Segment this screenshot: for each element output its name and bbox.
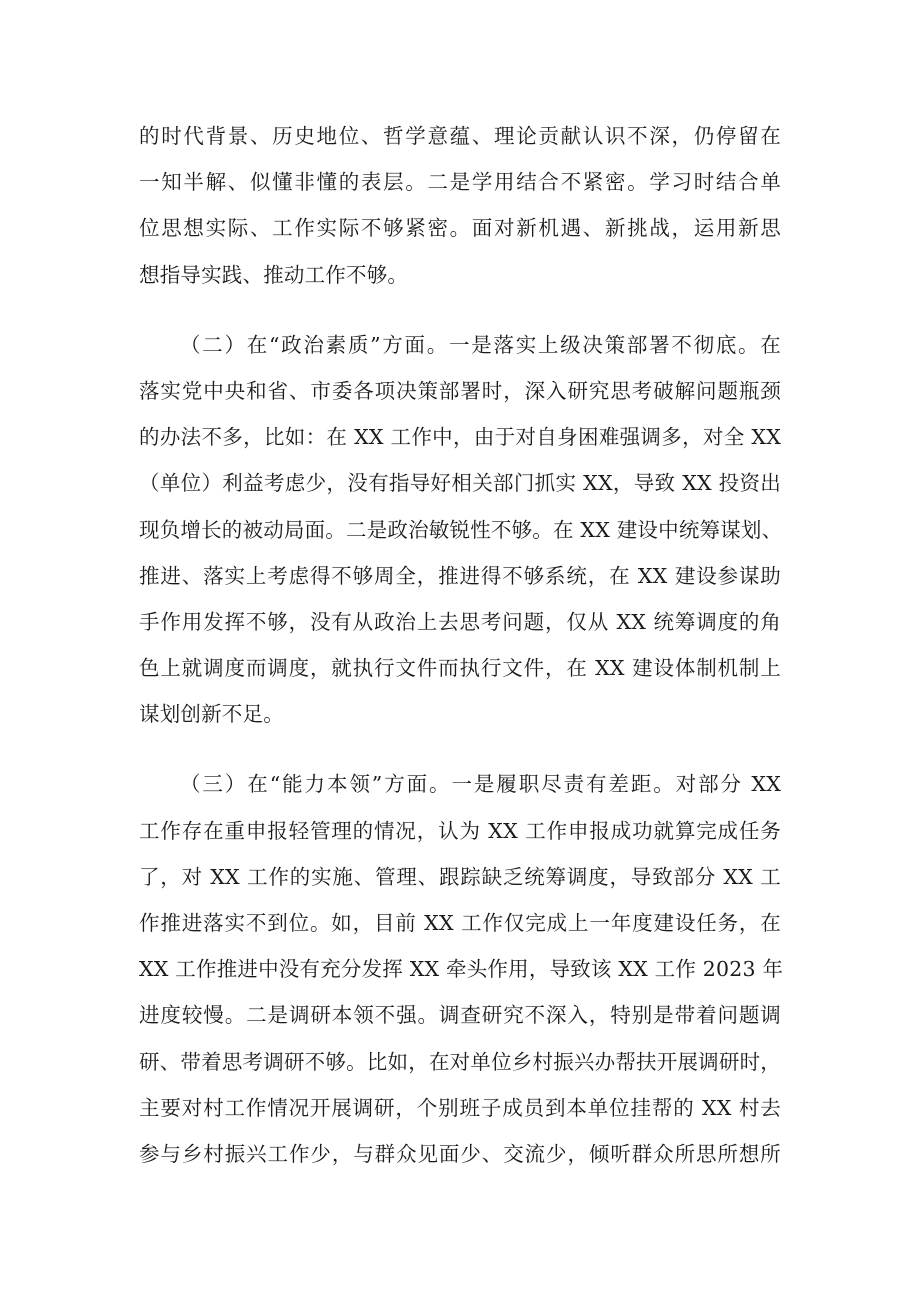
paragraph-spacer <box>139 737 781 761</box>
text-line: 进度较慢。二是调研本领不强。调查研究不深入，特别是带着问题调 <box>139 1003 781 1028</box>
text-line: 想指导实践、推动工作不够。 <box>139 262 409 287</box>
text-line: 现负增长的被动局面。二是政治敏锐性不够。在 XX 建设中统筹谋划、 <box>139 517 783 542</box>
text-line: 研、带着思考调研不够。比如，在对单位乡村振兴办帮扶开展调研时， <box>139 1049 781 1074</box>
paragraph-spacer <box>139 298 781 322</box>
text-line: 色上就调度而调度，就执行文件而执行文件，在 XX 建设体制机制上 <box>139 656 781 681</box>
text-line: 手作用发挥不够，没有从政治上去思考问题，仅从 XX 统筹调度的角 <box>139 609 781 634</box>
text-line: 了，对 XX 工作的实施、管理、跟踪缺乏统筹调度，导致部分 XX 工 <box>139 864 781 889</box>
text-line: XX 工作推进中没有充分发挥 XX 牵头作用，导致该 XX 工作 2023 年 <box>139 957 784 982</box>
text-line: 作推进落实不到位。如，目前 XX 工作仅完成上一年度建设任务，在 <box>139 911 781 935</box>
text-line: 推进、落实上考虑得不够周全，推进得不够系统，在 XX 建设参谋助 <box>139 563 781 588</box>
text-line: （三）在“能力本领”方面。一是履职尽责有差距。对部分 XX <box>180 772 781 797</box>
text-line: （单位）利益考虑少，没有指导好相关部门抓实 XX，导致 XX 投资出 <box>139 471 781 496</box>
text-line: 一知半解、似懂非懂的表层。二是学用结合不紧密。学习时结合单 <box>139 170 781 195</box>
text-line: 主要对村工作情况开展调研，个别班子成员到本单位挂帮的 XX 村去 <box>139 1095 781 1120</box>
document-body <box>139 113 784 1177</box>
text-line: 参与乡村振兴工作少，与群众见面少、交流少，倾听群众所思所想所 <box>139 1141 781 1166</box>
text-line: 的办法不多，比如：在 XX 工作中，由于对自身困难强调多，对全 XX <box>139 425 781 450</box>
text-line: 的时代背景、历史地位、哲学意蕴、理论贡献认识不深，仍停留在 <box>139 124 781 148</box>
text-line: 工作存在重申报轻管理的情况，认为 XX 工作申报成功就算完成任务 <box>139 818 781 843</box>
paragraph-ability <box>139 761 784 1177</box>
text-line: 位思想实际、工作实际不够紧密。面对新机遇、新挑战，运用新思 <box>139 216 781 241</box>
paragraph-continuation <box>139 113 781 298</box>
text-line: 落实党中央和省、市委各项决策部署时，深入研究思考破解问题瓶颈 <box>139 378 781 403</box>
text-line: 谋划创新不足。 <box>139 702 284 727</box>
paragraph-political-quality <box>139 322 781 738</box>
text-line: （二）在“政治素质”方面。一是落实上级决策部署不彻底。在 <box>180 332 781 357</box>
